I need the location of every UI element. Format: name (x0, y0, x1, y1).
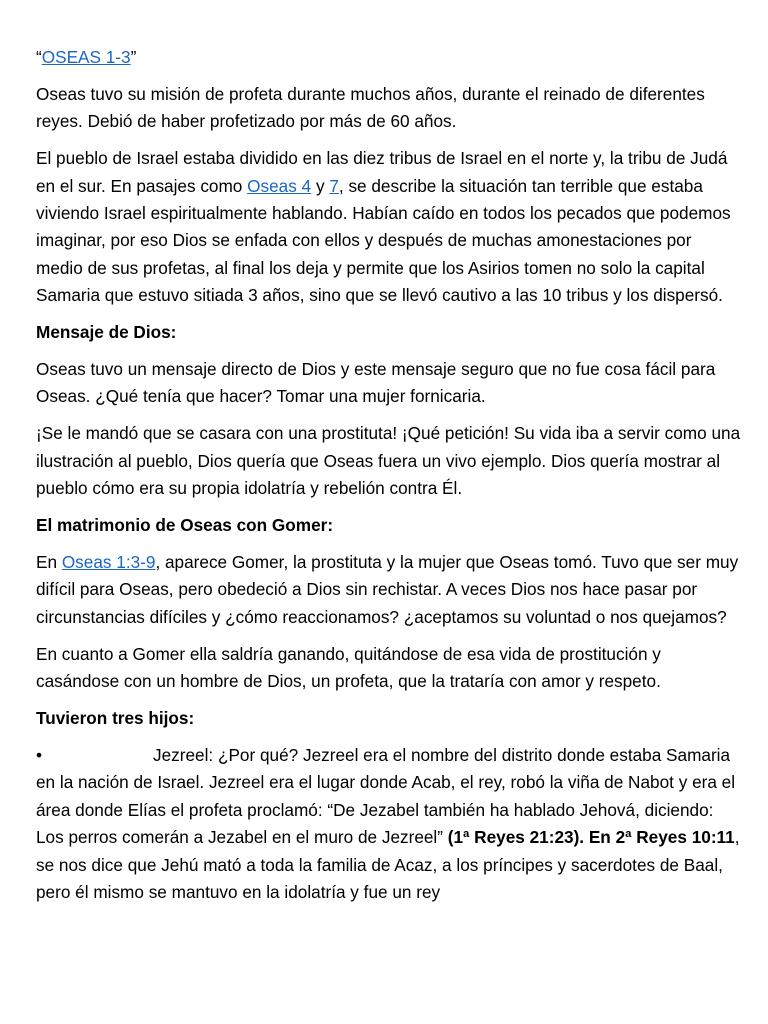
list-item-jezreel-text-b: , se nos dice que Jehú mató a toda la familia de Acaz, a los príncipes y sacerdotes de Baal, pero él mismo se mantuvo en la idolatría y fue un rey (36, 827, 740, 902)
oseas-1-3-9-link[interactable]: Oseas 1:3-9 (61, 552, 156, 572)
open-quote: “ (36, 47, 42, 67)
heading-mensaje (36, 319, 742, 346)
bullet-marker: • (36, 744, 43, 765)
paragraph-gomer (36, 549, 742, 631)
paragraph-israel-text-c: , se describe la situación tan terrible que estaba viviendo Israel espiritualmente hablando. Habían caído en todos los pecados que podemos imaginar, por eso Dios se enfada con ellos y después de muchas amonestaciones por (36, 175, 731, 251)
heading-hijos (36, 705, 742, 732)
close-quote: ” (130, 47, 137, 67)
paragraph-gomer-text-b: , aparece Gomer, la prostituta y la mujer que Oseas tomó. Tuvo que ser muy difícil para Oseas, pero obedeció a Dios sin rechistar. A veces Dios nos hace pasar por circunstancias difíciles y ¿cómo reaccionamos? ¿aceptamos su voluntad o nos quejamos? (36, 552, 739, 627)
heading-mensaje-text: Mensaje de Dios: (36, 322, 177, 343)
title-line (36, 44, 742, 71)
paragraph-intro: Oseas tuvo su misión de profeta durante muchos años, durante el reinado de diferentes reyes. Debió de haber profetizado por más de 60 años. (36, 83, 705, 132)
list-item-jezreel (36, 742, 742, 906)
paragraph-israel (36, 145, 742, 309)
paragraph-gomer-text-a: En (36, 552, 62, 572)
paragraph-israel-text-a: El pueblo de Israel estaba dividido en las diez tribus de Israel en el norte y, la tribu de Judá en el sur. En pasajes como (36, 148, 728, 196)
paragraph-mensaje: Oseas tuvo un mensaje directo de Dios y este mensaje seguro que no fue cosa fácil para Oseas. ¿Qué tenía que hacer? Tomar una mujer fornicaria. (36, 359, 716, 407)
paragraph-gomer-outcome: En cuanto a Gomer ella saldría ganando, quitándose de esa vida de prostitución y casándose con un hombre de Dios, un profeta, que la trataría con amor y respeto. (36, 643, 661, 692)
oseas-1-3-link[interactable]: OSEAS 1-3 (41, 47, 131, 67)
list-item-jezreel-bold: (1ª Reyes 21:23). En 2ª Reyes 10:11 (447, 827, 735, 848)
paragraph-israel-text-b: y (311, 175, 330, 196)
heading-matrimonio (36, 512, 742, 539)
list-item-jezreel-text-a: Jezreel: ¿Por qué? Jezreel era el nombre del distrito donde estaba Samaria en la nación de Israel. Jezreel era el lugar donde Acab, el rey, robó la viña de Nabot y era el área donde Elías el profeta proclamó: “De Jezabel también ha hablado Jehová, diciendo: Los perros comerán a Jezabel en el muro de Jezreel” (36, 744, 736, 848)
heading-hijos-text: Tuvieron tres hijos: (36, 708, 195, 729)
paragraph-prostituta: ¡Se le mandó que se casara con una prostituta! ¡Qué petición! Su vida iba a servir como una ilustración al pueblo, Dios quería que Oseas fuera un vivo ejemplo. Dios quería mostrar al pueblo cómo era su propia idolatría y rebelión contra Él. (36, 423, 741, 499)
oseas-7-link[interactable]: 7 (329, 175, 339, 196)
oseas-4-link[interactable]: Oseas 4 (247, 175, 312, 196)
paragraph-israel-text-d: medio de sus profetas, al final los deja y permite que los Asirios tomen no solo la capital Samaria que estuvo sitiada 3 años, sino que se llevó cautivo a las 10 tribus y los dispersó. (36, 257, 723, 306)
heading-matrimonio-text: El matrimonio de Oseas con Gomer: (36, 515, 334, 536)
